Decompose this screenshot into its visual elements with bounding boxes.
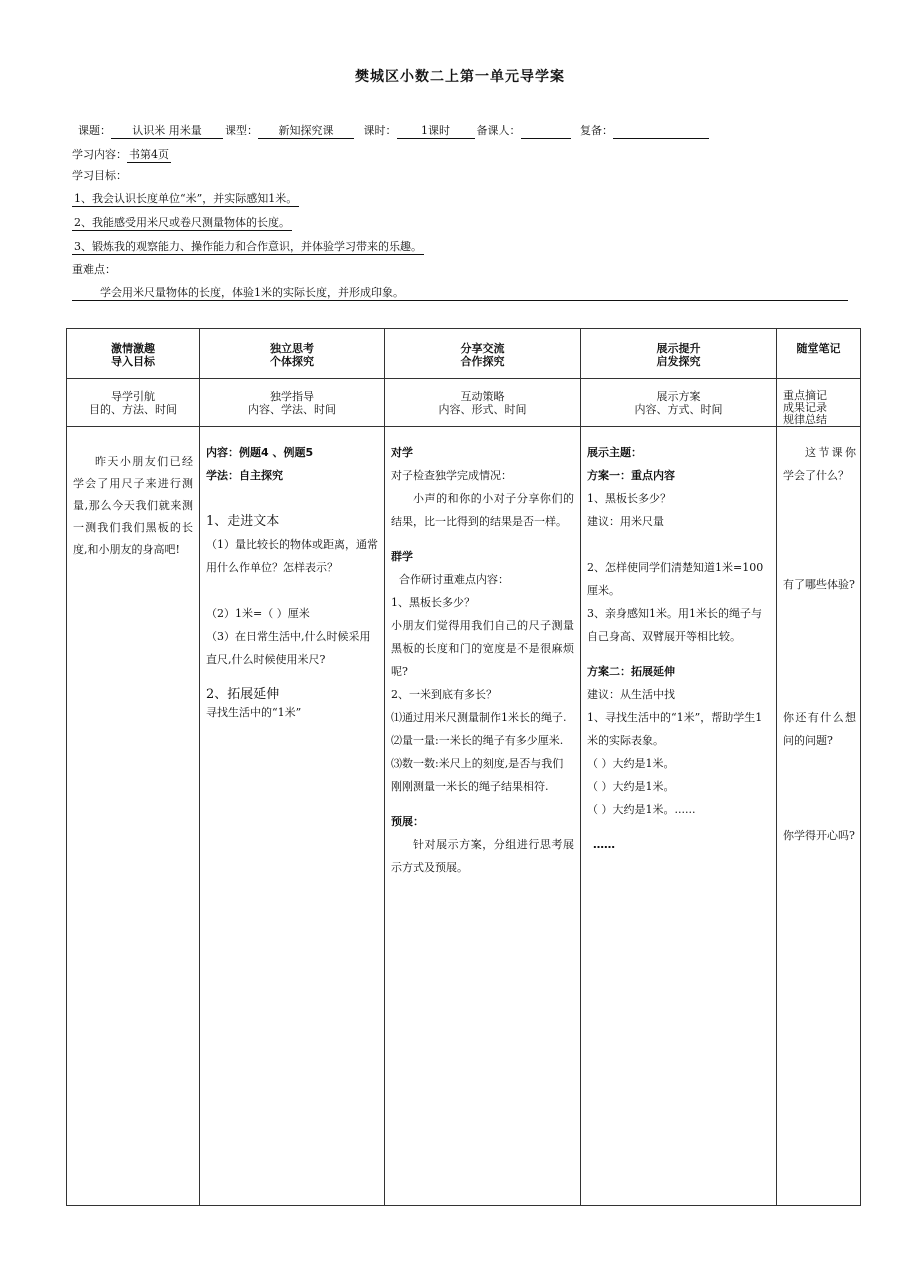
goal-item-2: 2、我能感受用米尺或卷尺测量物体的长度。 — [74, 216, 290, 229]
key-line — [72, 286, 848, 301]
group-question-1-text: 小朋友们觉得用我们自己的尺子测量黑板的长度和门的宽度是不是很麻烦呢? — [391, 619, 574, 678]
ellipsis: …… — [593, 838, 615, 851]
plan-1-question-1: 1、黑板长多少？ — [587, 492, 671, 505]
group-step-c: ⑶数一数:米尺上的刻度,是否与我们刚刚测量一米长的绳子结果相符. — [391, 757, 564, 793]
method-text: 学法：自主探究 — [206, 469, 283, 482]
plan-1-question-2: 2、怎样使同学们清楚知道1米=100厘米。 — [587, 561, 764, 597]
header-row — [67, 329, 861, 379]
content-value: 书第4页 — [129, 148, 169, 161]
pair-line-2: 小声的和你的小对子分享你们的结果，比一比得到的结果是否一样。 — [391, 492, 574, 528]
plan-1-question-3: 3、亲身感知1米。用1米长的绳子与自己身高、双臂展开等相比较。 — [587, 607, 762, 643]
lesson-table — [66, 328, 861, 1206]
plan-2-title: 方案二：拓展延伸 — [587, 665, 675, 678]
group-question-2: 2、一米到底有多长？ — [391, 688, 497, 701]
lesson-meta — [78, 124, 858, 139]
topic-label: 课题： — [78, 124, 111, 137]
intro-text: 昨天小朋友们已经学会了用尺子来进行测量,那么今天我们就来测一测我们我们黑板的长度,和小朋友的身高吧! — [73, 455, 193, 556]
content-line — [72, 148, 171, 163]
question-3: （3）在日常生活中,什么时候采用直尺,什么时候使用米尺? — [206, 630, 371, 666]
review-value — [613, 126, 709, 139]
key-value: 学会用米尺量物体的长度，体验1米的实际长度，并形成印象。 — [100, 286, 404, 299]
body-col-3 — [385, 427, 581, 1206]
group-title: 群学 — [391, 550, 413, 563]
note-2: 有了哪些体验? — [783, 578, 855, 591]
body-row — [67, 427, 861, 1206]
preview-title: 预展： — [391, 815, 424, 828]
group-step-b: ⑵量一量:一米长的绳子有多少厘米. — [391, 734, 564, 747]
preparer-label: 备课人： — [476, 124, 521, 137]
body-col-5 — [777, 427, 861, 1206]
note-1: 这节课你学会了什么？ — [783, 446, 856, 482]
type-label: 课型： — [225, 124, 258, 137]
header-col-4: 展示提升 启发探究 — [581, 329, 777, 379]
body-col-4 — [581, 427, 777, 1206]
header-col-5: 随堂笔记 — [777, 329, 861, 379]
section-1-title: 1、走进文本 — [206, 514, 280, 529]
subheader-col-3: 互动策略 内容、形式、时间 — [385, 379, 581, 427]
body-col-1 — [67, 427, 200, 1206]
page-title: 樊城区小数二上第一单元导学案 — [355, 69, 565, 85]
hours-label: 课时： — [363, 124, 397, 137]
content-label: 学习内容： — [72, 148, 127, 161]
group-line-1: 合作研讨重难点内容： — [399, 573, 509, 586]
plan-2-question-1: 1、寻找生活中的“1米”，帮助学生1米的实际表象。 — [587, 711, 763, 747]
question-2: （2）1米=（ ）厘米 — [206, 607, 310, 620]
type-value: 新知探究课 — [258, 124, 354, 139]
header-col-1: 激情激趣 导入目标 — [67, 329, 200, 379]
plan-2-blank-2: （ ）大约是1米。 — [587, 780, 675, 793]
subheader-row — [67, 379, 861, 427]
content-text: 内容：例题4 、例题5 — [206, 446, 314, 459]
goal-item-3: 3、锻炼我的观察能力、操作能力和合作意识，并体验学习带来的乐趣。 — [74, 240, 422, 253]
pair-title: 对学 — [391, 446, 413, 459]
topic-value: 认识米 用米量 — [111, 124, 223, 139]
note-4: 你学得开心吗? — [783, 829, 855, 842]
section-2-text: 寻找生活中的“1米” — [206, 706, 302, 719]
subheader-col-1: 导学引航 目的、方法、时间 — [67, 379, 200, 427]
header-col-3: 分享交流 合作探究 — [385, 329, 581, 379]
group-step-a: ⑴通过用米尺测量制作1米长的绳子. — [391, 711, 567, 724]
note-3: 你还有什么想问的问题? — [783, 711, 856, 747]
review-label: 复备： — [580, 124, 613, 137]
goal-item-1: 1、我会认识长度单位“米”，并实际感知1米。 — [74, 192, 298, 205]
header-col-2: 独立思考 个体探究 — [200, 329, 385, 379]
pair-line-1: 对子检查独学完成情况： — [391, 469, 512, 482]
showcase-theme: 展示主题： — [587, 446, 642, 459]
plan-2-blank-3: （ ）大约是1米。...... — [587, 803, 696, 816]
body-col-2 — [200, 427, 385, 1206]
plan-1-suggestion: 建议：用米尺量 — [587, 515, 664, 528]
subheader-col-4: 展示方案 内容、方式、时间 — [581, 379, 777, 427]
preview-text: 针对展示方案，分组进行思考展示方式及预展。 — [391, 838, 574, 874]
plan-2-blank-1: （ ）大约是1米。 — [587, 757, 675, 770]
hours-value: 1课时 — [397, 124, 475, 139]
key-label: 重难点： — [72, 263, 116, 276]
subheader-col-5: 重点摘记 成果记录 规律总结 — [777, 379, 861, 427]
plan-2-suggestion: 建议：从生活中找 — [587, 688, 675, 701]
preparer-value — [521, 126, 571, 139]
group-question-1: 1、黑板长多少？ — [391, 596, 475, 609]
question-1: （1）量比较长的物体或距离，通常用什么作单位？怎样表示？ — [206, 538, 378, 574]
section-2-title: 2、拓展延伸 — [206, 687, 280, 702]
plan-1-title: 方案一：重点内容 — [587, 469, 675, 482]
goals-label: 学习目标： — [72, 169, 127, 182]
subheader-col-2: 独学指导 内容、学法、时间 — [200, 379, 385, 427]
